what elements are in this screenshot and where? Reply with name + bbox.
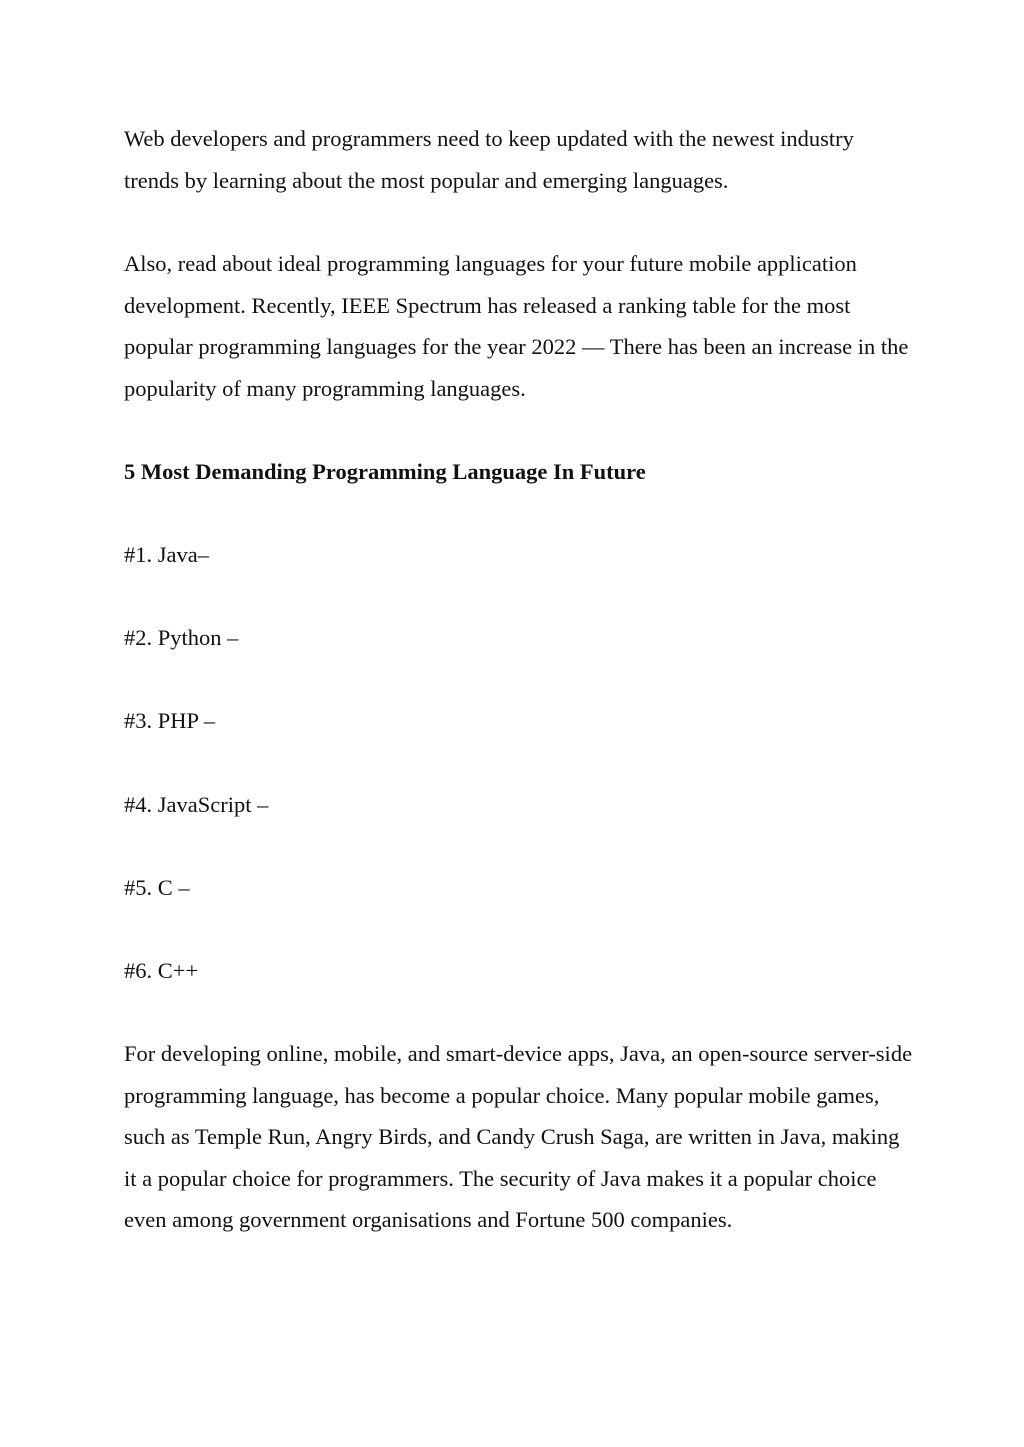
list-item: #6. C++: [124, 957, 199, 983]
list-item: #2. Python –: [124, 625, 239, 651]
ieee-paragraph: Also, read about ideal programming languages for your future mobile application development. Recently, IEEE Spectrum has released a ranking table for the most popular programming languages for the year 2022 — There has been an increase in the popularity of many programming languages.: [124, 251, 909, 401]
list-item: #4. JavaScript –: [124, 791, 269, 817]
list-item: #1. Java–: [124, 542, 209, 567]
list-item: #5. C –: [124, 874, 190, 900]
section-heading: 5 Most Demanding Programming Language In Future: [124, 459, 646, 484]
list-item: #3. PHP –: [124, 708, 216, 734]
language-list: [124, 534, 268, 1033]
intro-paragraph: Web developers and programmers need to keep updated with the newest industry trends by learning about the most popular and emerging languages.: [124, 126, 854, 193]
java-paragraph: For developing online, mobile, and smart-device apps, Java, an open-source server-side programming language, has become a popular choice. Many popular mobile games, such as Temple Run, Angry Birds, and Candy Crush Saga, are written in Java, making it a popular choice for programmers. The security of Java makes it a popular choice even among government organisations and Fortune 500 companies.: [124, 1041, 913, 1233]
